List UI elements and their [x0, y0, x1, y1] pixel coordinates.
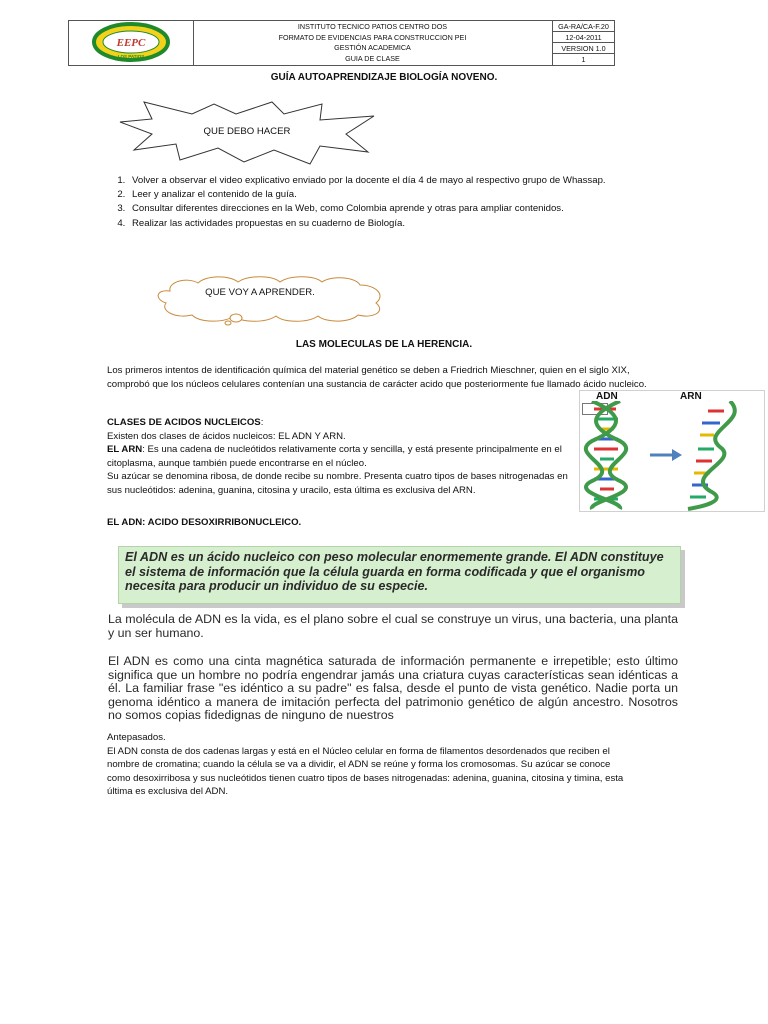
logo-cell — [69, 21, 194, 65]
figure-label-adn: ADN — [596, 391, 618, 402]
svg-text:EEPC: EEPC — [116, 37, 146, 49]
scan-paragraph-2: El ADN es como una cinta magnética saturada de información permanente e irrepetible; esto último significa que un hombre no podría engendrar jamás una criatura cuyas características sean idénticas a él. La familiar frase "es idéntico a su padre" es falsa, desde el punto de vista genético. Nadie porta un genoma idéntico a manera de imitación perfecta del patrimonio genético de algún ancestro. Nosotros no somos copias fidedignas de ninguno de nuestros — [108, 654, 678, 722]
adn-heading: EL ADN: ACIDO DESOXIRRIBONUCLEICO. — [107, 517, 302, 528]
document-header — [68, 20, 615, 66]
arn-description-2: Su azúcar se denomina ribosa, de donde recibe su nombre. Presenta cuatro tipos de bases nitrogenadas en sus nucleótidos: adenina, guanina, citosina y uracilo, esta última es exclusiva del ARN. — [107, 471, 568, 496]
guide-title: GUÍA AUTOAPRENDIZAJE BIOLOGÍA NOVENO. — [270, 72, 498, 83]
arn-label: EL ARN — [107, 444, 143, 456]
doc-date: 12-04-2011 — [553, 32, 614, 43]
closing-section — [107, 731, 627, 799]
management-line: GESTIÓN ACADEMICA — [334, 43, 411, 52]
cloud-callout-shape — [150, 275, 390, 327]
list-item: 3. Consultar diferentes direcciones en la Web, como Colombia aprende y otras para ampliar contenidos. — [128, 202, 648, 216]
adn-definition-box: El ADN es un ácido nucleico con peso molecular enormemente grande. El ADN constituye el sistema de información que la célula guarda en forma codificada y que el organismo necesita para producir un individuo de su especie. — [118, 546, 681, 604]
doc-type-line: GUIA DE CLASE — [345, 53, 400, 63]
classes-heading: CLASES DE ACIDOS NUCLEICOS — [107, 417, 261, 428]
list-item: 1. Volver a observar el video explicativo enviado por la docente el día 4 de mayo al respectivo grupo de Whassap. — [128, 174, 648, 188]
classes-section: CLASES DE ACIDOS NUCLEICOS: Existen dos clases de ácidos nucleicos: EL ADN Y ARN. EL ARN: Es una cadena de nucleótidos relativamente corta y sencilla, y está presente principalmente en el citoplasma, aunque también puede encontrarse en el núcleo. Su azúcar se denomina ribosa, de donde recibe su nombre. Presenta cuatro tipos de bases nitrogenadas en sus nucleótidos: adenina, guanina, citosina y uracilo, esta última es exclusiva del ARN. — [107, 416, 573, 498]
steps-list — [104, 174, 648, 231]
callout-que-voy-a-aprender: QUE VOY A APRENDER. — [205, 287, 315, 298]
list-item: 4. Realizar las actividades propuestas en su cuaderno de Biología. — [128, 217, 648, 231]
intro-paragraph: Los primeros intentos de identificación química del material genético se deben a Friedrich Mieschner, quien en el siglo XIX, comprobó que los núcleos celulares contenían una sustancia de carácter acido que posteriormente fue llamado ácido nucleico. — [107, 365, 647, 390]
helix-drawing — [580, 401, 766, 511]
callout-que-debo-hacer: QUE DEBO HACER — [203, 126, 291, 137]
closing-paragraph: El ADN consta de dos cadenas largas y está en el Núcleo celular en forma de filamentos desordenados que reciben el nombre de cromatina; cuando la célula se va a dividir, el ADN se reúne y forma los cromosomas. Su azúcar se conoce como desoxirribosa y sus nucleótidos tienen cuatro tipos de bases nitrogenadas: adenina, guanina, citosina y timina, esta última es exclusiva del ADN. — [107, 745, 624, 798]
scan-paragraph-1: La molécula de ADN es la vida, es el plano sobre el cual se construye un virus, una bacteria, una planta y un ser humano. — [108, 612, 678, 640]
classes-line: Existen dos clases de ácidos nucleicos: EL ADN Y ARN. — [107, 430, 346, 442]
doc-code: GA-RA/CA-F.20 — [553, 21, 614, 32]
format-line: FORMATO DE EVIDENCIAS PARA CONSTRUCCION PEI — [278, 32, 467, 42]
school-logo — [69, 21, 193, 65]
doc-page: 1 — [581, 55, 586, 64]
figure-label-arn: ARN — [680, 391, 702, 402]
institution-name: INSTITUTO TECNICO PATIOS CENTRO DOS — [297, 22, 448, 31]
doc-version: VERSION 1.0 — [553, 43, 614, 54]
list-item: 2. Leer y analizar el contenido de la guía. — [128, 188, 648, 202]
section-title: LAS MOLECULAS DE LA HERENCIA. — [295, 339, 473, 350]
header-title-cell — [193, 21, 553, 65]
closing-first-line: Antepasados. — [107, 732, 166, 743]
dna-rna-figure — [579, 390, 765, 512]
header-meta-cell — [553, 21, 614, 65]
arn-description: : Es una cadena de nucleótidos relativamente corta y sencilla, y está presente principalmente en el citoplasma, aunque también puede encontrarse en el núcleo. — [107, 444, 562, 469]
svg-text:LOS PATIOS: LOS PATIOS — [117, 54, 145, 59]
